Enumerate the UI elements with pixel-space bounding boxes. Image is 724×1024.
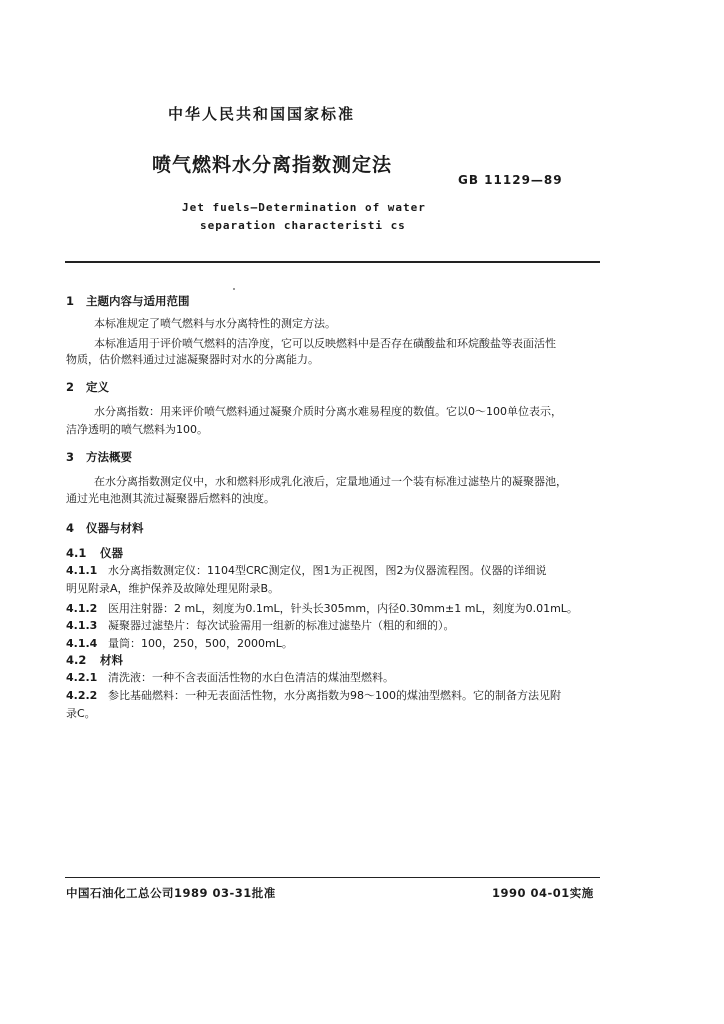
section-3-heading <box>66 449 132 465</box>
section-1-heading <box>66 293 190 309</box>
clause-4-2-2-continuation: 录C。 <box>66 707 96 720</box>
section-number: 4.1 <box>66 546 87 560</box>
section-title: 定义 <box>86 380 109 394</box>
clause-4-1-3 <box>66 617 455 633</box>
section-number: 4 <box>66 521 75 535</box>
implementation-date: 1990 04-01实施 <box>492 886 594 900</box>
section-title: 仪器 <box>100 546 123 560</box>
section-2-paragraph-line-2: 洁净透明的喷气燃料为100。 <box>66 423 208 436</box>
section-3-paragraph-line-1: 在水分离指数测定仪中，水和燃料形成乳化液后，定量地通过一个装有标准过滤垫片的凝聚器池， <box>94 475 567 488</box>
section-title: 材料 <box>100 653 123 667</box>
section-number: 3 <box>66 450 75 464</box>
section-number: 4.2 <box>66 653 87 667</box>
clause-text: 量筒：100，250，500，2000mL。 <box>108 637 293 650</box>
clause-number: 4.1.3 <box>66 619 98 632</box>
approval-date: 中国石油化工总公司1989 03-31批准 <box>66 886 276 900</box>
standard-code: GB 11129—89 <box>458 173 563 187</box>
clause-text: 清洗液：一种不含表面活性物的水白色清洁的煤油型燃料。 <box>108 671 394 684</box>
header-divider <box>65 261 600 263</box>
clause-4-2-2 <box>66 687 561 703</box>
standard-org-header: 中华人民共和国国家标准 <box>168 105 356 123</box>
section-1-paragraph-2-line-1: 本标准适用于评价喷气燃料的洁净度，它可以反映燃料中是否存在磺酸盐和环烷酸盐等表面活性 <box>94 337 556 350</box>
section-1-paragraph-2-line-2: 物质，估价燃料通过过滤凝聚器时对水的分离能力。 <box>66 353 319 366</box>
clause-number: 4.1.2 <box>66 602 98 615</box>
english-title-line-1: Jet fuels—Determination of water <box>182 201 426 214</box>
section-number: 2 <box>66 380 75 394</box>
clause-number: 4.2.1 <box>66 671 98 684</box>
clause-text: 医用注射器：2 mL，刻度为0.1mL，针头长305mm，内径0.30mm±1 mL，刻度为0.01mL。 <box>108 602 578 615</box>
section-4-1-heading <box>66 545 123 561</box>
clause-4-2-1 <box>66 669 394 685</box>
section-1-paragraph-1: 本标准规定了喷气燃料与水分离特性的测定方法。 <box>94 317 336 330</box>
section-4-heading <box>66 520 144 536</box>
english-title-line-2: separation characteristi cs <box>200 219 406 232</box>
clause-4-1-4 <box>66 635 293 651</box>
section-number: 1 <box>66 294 75 308</box>
clause-number: 4.2.2 <box>66 689 98 702</box>
section-title: 方法概要 <box>86 450 132 464</box>
clause-4-1-1 <box>66 562 546 578</box>
document-title: 喷气燃料水分离指数测定法 <box>152 154 393 176</box>
clause-4-1-1-continuation: 明见附录A，维护保养及故障处理见附录B。 <box>66 582 280 595</box>
footer-divider <box>65 877 600 878</box>
clause-text: 凝聚器过滤垫片：每次试验需用一组新的标准过滤垫片（粗的和细的）。 <box>108 619 455 632</box>
section-3-paragraph-line-2: 通过光电池测其流过凝聚器后燃料的浊度。 <box>66 492 275 505</box>
section-2-heading <box>66 379 109 395</box>
clause-number: 4.1.1 <box>66 564 98 577</box>
clause-text: 水分离指数测定仪：1104型CRC测定仪，图1为正视图，图2为仪器流程图。仪器的详细说 <box>108 564 547 577</box>
clause-text: 参比基础燃料：一种无表面活性物，水分离指数为98～100的煤油型燃料。它的制备方法见附 <box>108 689 561 702</box>
clause-4-1-2 <box>66 600 578 616</box>
section-2-paragraph-line-1: 水分离指数：用来评价喷气燃料通过凝聚介质时分离水难易程度的数值。它以0～100单位表示， <box>94 405 562 418</box>
section-title: 主题内容与适用范围 <box>86 294 190 308</box>
section-title: 仪器与材料 <box>86 521 144 535</box>
scan-speck <box>233 288 235 290</box>
clause-number: 4.1.4 <box>66 637 98 650</box>
section-4-2-heading <box>66 652 123 668</box>
